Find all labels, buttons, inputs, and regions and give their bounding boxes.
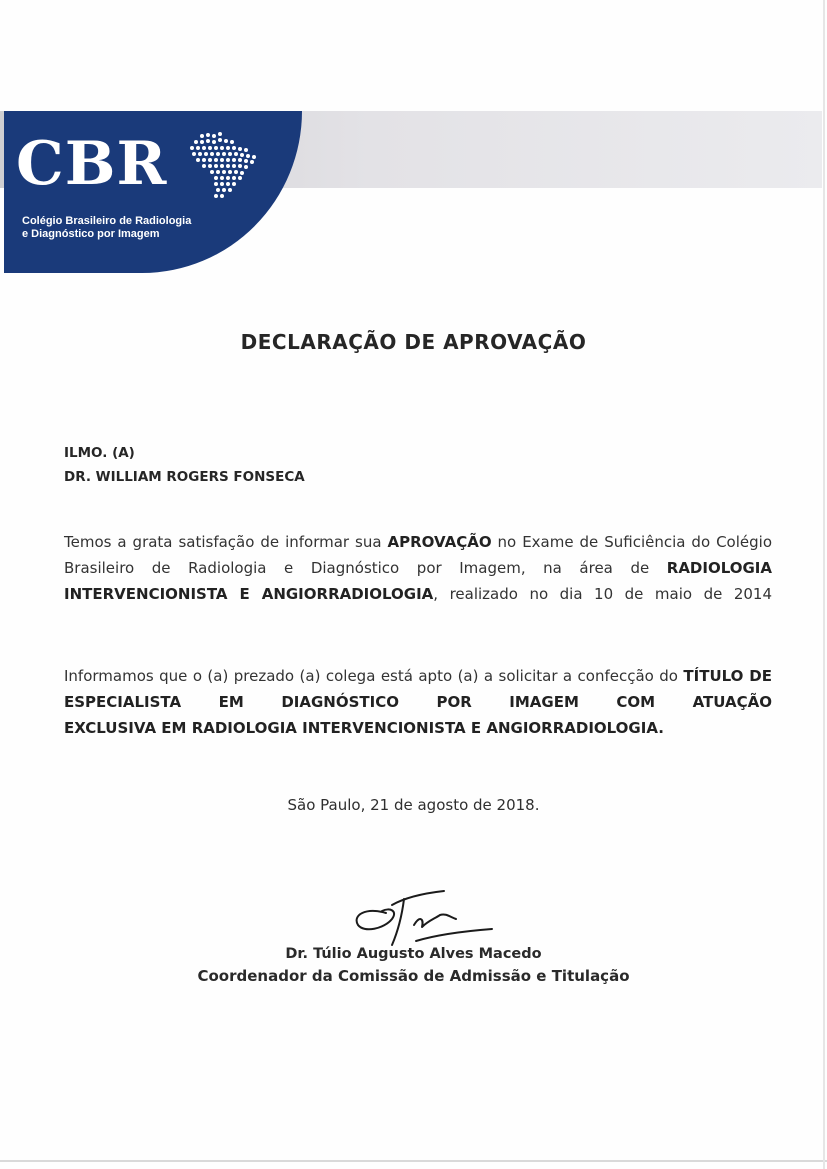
para1-text-2: no Exame de Suficiência do Colégio Brasileiro de Radiologia e Diagnóstico por Imagem, na área de (64, 533, 772, 577)
salutation-honorific: ILMO. (A) (64, 445, 135, 461)
handwritten-signature (346, 885, 496, 955)
para1-text-1: Temos a grata satisfação de informar sua (64, 533, 388, 551)
recipient-name: DR. WILLIAM ROGERS FONSECA (64, 469, 305, 485)
brazil-map-icon (188, 130, 260, 202)
para2-bold-title: TÍTULO DE ESPECIALISTA EM DIAGNÓSTICO POR IMAGEM COM ATUAÇÃO (64, 667, 772, 711)
scan-right-edge (823, 0, 825, 1169)
logo-subtitle (22, 215, 191, 241)
place-date: São Paulo, 21 de agosto de 2018. (287, 796, 540, 814)
scan-bottom-edge (0, 1160, 827, 1162)
para1-text-3: , realizado no dia 10 de maio de 2014 (433, 585, 773, 603)
para2-text-1: Informamos que o (a) prezado (a) colega está apto (a) a solicitar a confecção do (64, 667, 684, 685)
signer-role: Coordenador da Comissão de Admissão e Titulação (197, 967, 630, 985)
eligibility-paragraph (64, 663, 772, 741)
para1-bold-area: RADIOLOGIA INTERVENCIONISTA E ANGIORRADIOLOGIA (64, 559, 772, 603)
signer-name: Dr. Túlio Augusto Alves Macedo (285, 946, 542, 962)
salutation (64, 441, 305, 489)
logo-acronym: CBR (16, 129, 168, 199)
para1-bold-approval: APROVAÇÃO (387, 533, 492, 551)
logo-subtitle-line2: e Diagnóstico por Imagem (22, 228, 160, 240)
approval-paragraph (64, 529, 772, 607)
para2-bold-scope: EXCLUSIVA EM RADIOLOGIA INTERVENCIONISTA E ANGIORRADIOLOGIA. (64, 719, 664, 737)
logo-subtitle-line1: Colégio Brasileiro de Radiologia (22, 215, 192, 227)
document-title: DECLARAÇÃO DE APROVAÇÃO (240, 330, 587, 354)
